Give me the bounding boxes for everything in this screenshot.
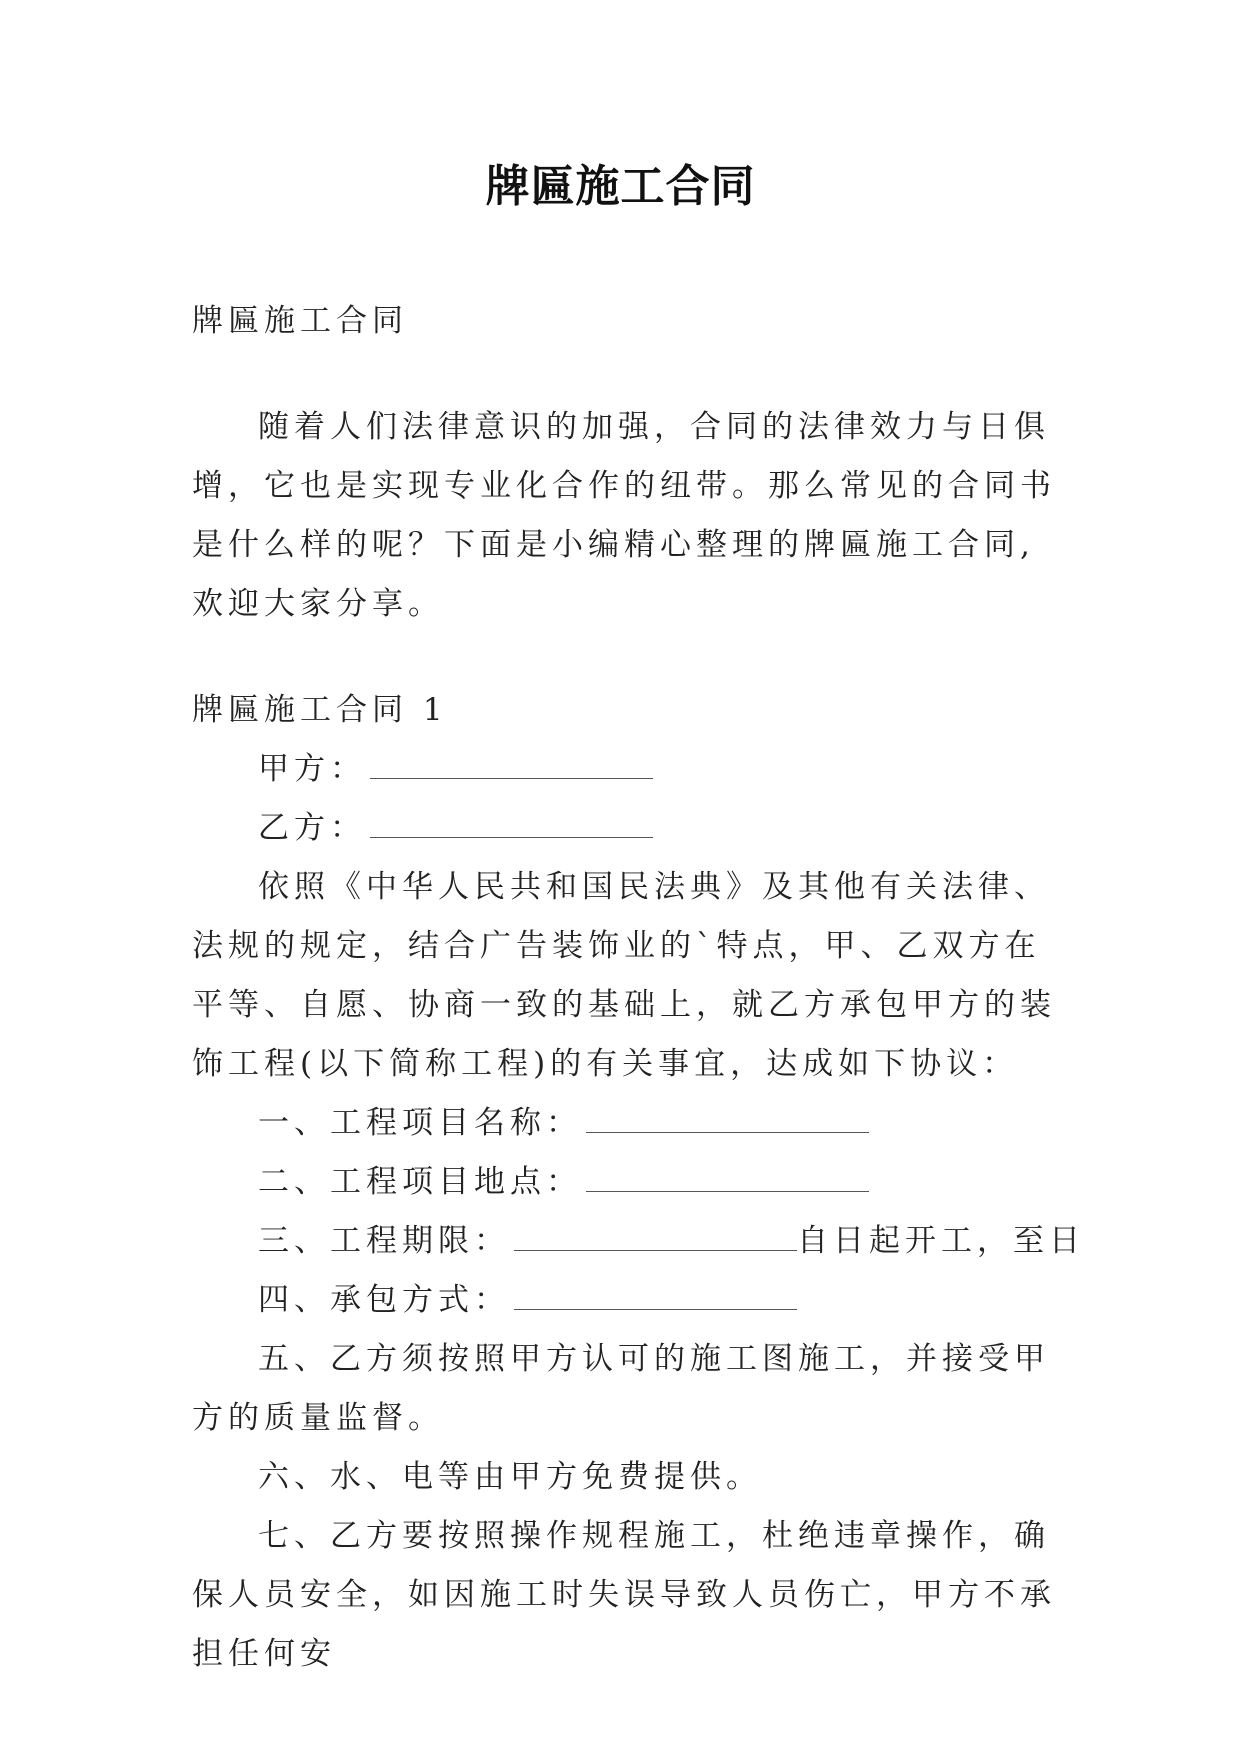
item-4-label: 四、承包方式： bbox=[258, 1282, 510, 1318]
item-4-line bbox=[192, 1271, 1060, 1330]
item-7-paragraph: 七、乙方要按照操作规程施工，杜绝违章操作，确保人员安全，如因施工时失误导致人员伤亡，甲方不承担任何安 bbox=[192, 1518, 1056, 1672]
document-title: 牌匾施工合同 bbox=[485, 161, 756, 212]
document-subtitle: 牌匾施工合同 bbox=[192, 303, 408, 339]
item-3-suffix: 自日起开工，至日 bbox=[797, 1223, 1085, 1259]
party-a-line bbox=[192, 740, 1060, 799]
intro-paragraph: 随着人们法律意识的加强，合同的法律效力与日俱增，它也是实现专业化合作的纽带。那么常见的合同书是什么样的呢？下面是小编精心整理的牌匾施工合同,欢迎大家分享。 bbox=[192, 409, 1056, 622]
item-2-blank bbox=[586, 1171, 869, 1192]
item-3-line bbox=[192, 1212, 1085, 1271]
item-1-blank bbox=[586, 1112, 869, 1133]
document-body bbox=[192, 292, 1085, 1684]
item-4-blank bbox=[514, 1289, 797, 1310]
item-1-label: 一、工程项目名称： bbox=[258, 1105, 582, 1141]
item-1-line bbox=[192, 1094, 1060, 1153]
item-3-label: 三、工程期限： bbox=[258, 1223, 510, 1259]
contract-heading: 牌匾施工合同 1 bbox=[192, 692, 448, 728]
item-2-line bbox=[192, 1153, 1060, 1212]
item-2-label: 二、工程项目地点： bbox=[258, 1164, 582, 1200]
item-5-paragraph: 五、乙方须按照甲方认可的施工图施工，并接受甲方的质量监督。 bbox=[192, 1341, 1050, 1436]
item-3-blank bbox=[514, 1230, 797, 1251]
item-6-paragraph: 六、水、电等由甲方免费提供。 bbox=[258, 1459, 762, 1495]
party-a-blank bbox=[370, 758, 653, 779]
party-a-label: 甲方： bbox=[258, 751, 366, 787]
party-b-line bbox=[192, 799, 1060, 858]
party-b-label: 乙方： bbox=[258, 810, 366, 846]
preamble-paragraph: 依照《中华人民共和国民法典》及其他有关法律、法规的规定，结合广告装饰业的`特点，甲、乙双方在平等、自愿、协商一致的基础上，就乙方承包甲方的装饰工程(以下简称工程)的有关事宜，达成如下协议： bbox=[192, 869, 1056, 1082]
party-b-blank bbox=[370, 817, 653, 838]
